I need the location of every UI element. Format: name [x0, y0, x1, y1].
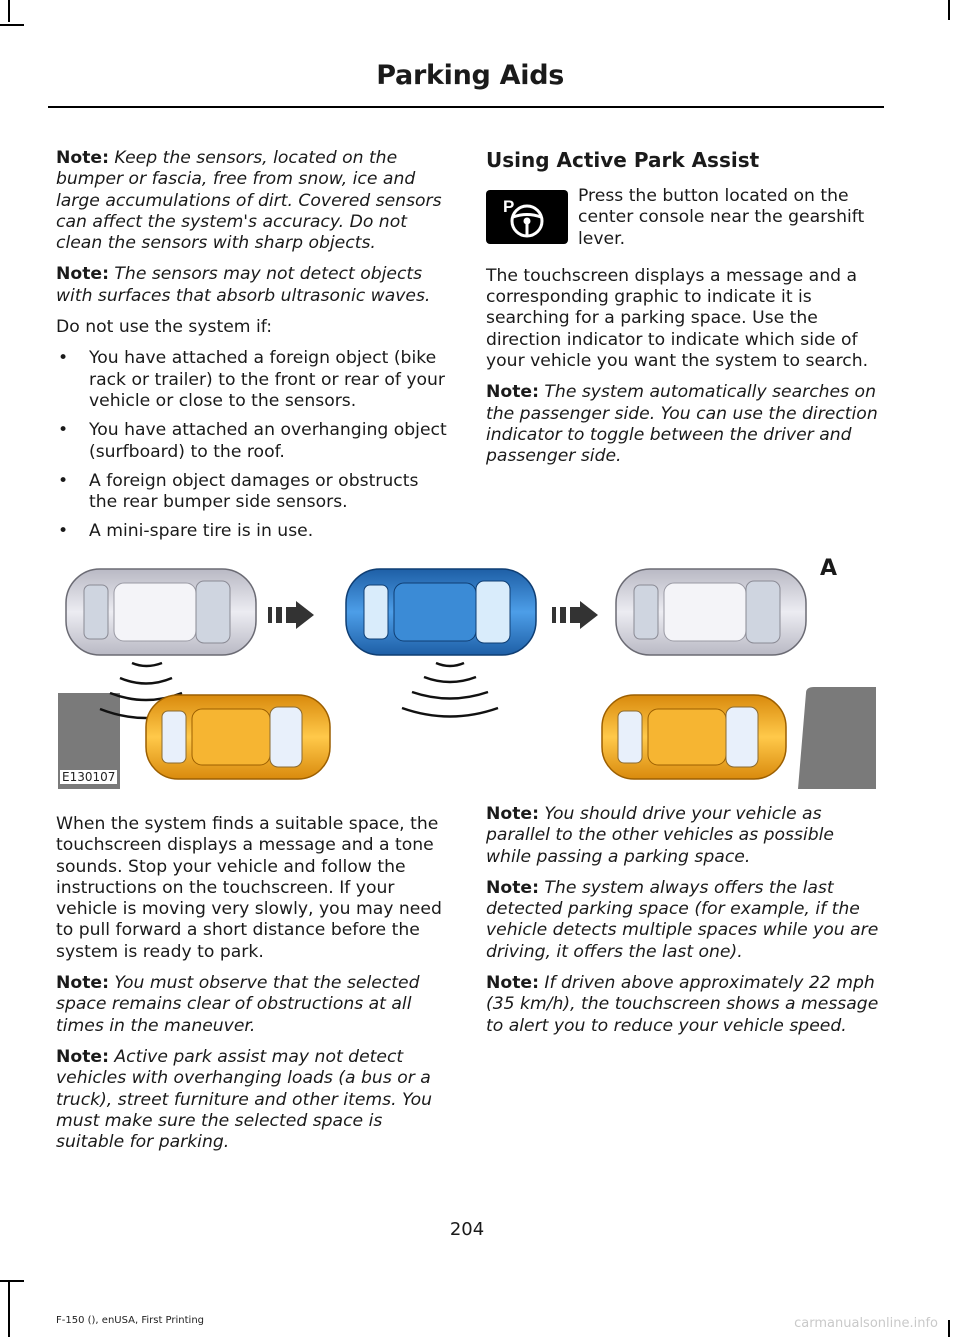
list-intro: Do not use the system if: [56, 317, 272, 338]
bullet-icon: • [58, 420, 69, 441]
paragraph: When the system finds a suitable space, the touchscreen displays a message and a tone sounds. Stop your vehicle and follow the instructions on the touchscreen. If your vehicle is moving very slowly, you may need to pull forward a short distance before the system is ready to park. [56, 814, 442, 962]
list-item-text: You have attached an overhanging object (surfboard) to the roof. [89, 420, 447, 462]
note [486, 804, 880, 868]
note [56, 264, 448, 307]
note-text: You should drive your vehicle as parallel to the other vehicles as possible while passing a parking space. [486, 804, 834, 867]
page-title: Parking Aids [376, 60, 564, 91]
note-text: The system automatically searches on the passenger side. You can use the direction indicator to toggle between the driver and passenger side. [486, 382, 878, 467]
crop-mark [948, 1320, 950, 1337]
parking-illustration [58, 553, 876, 789]
note-label: Note: [486, 973, 539, 994]
section-heading: Using Active Park Assist [486, 148, 760, 172]
svg-text:P: P [503, 197, 515, 216]
bullet-icon: • [58, 470, 69, 491]
note [486, 382, 880, 467]
parked-car [602, 695, 786, 779]
button-instruction [486, 186, 880, 250]
curb [798, 687, 876, 789]
page-number: 204 [449, 1219, 485, 1240]
note [56, 148, 448, 254]
button-instruction-text: Press the button located on the center console near the gearshift lever. [578, 186, 865, 249]
note-text: The sensors may not detect objects with surfaces that absorb ultrasonic waves. [56, 264, 431, 306]
arrow-right-icon [268, 601, 314, 629]
footer-text: F-150 (), enUSA, First Printing [56, 1315, 205, 1326]
left-column [56, 148, 448, 551]
paragraph: The touchscreen displays a message and a corresponding graphic to indicate it is searching for a parking space. Use the direction indicator to indicate which side of your vehicle you want the system to search. [486, 265, 869, 372]
note [486, 973, 880, 1037]
list-item-text: You have attached a foreign object (bike rack or trailer) to the front or rear of your vehicle or close to the sensors. [89, 348, 445, 411]
list-item-text: A mini-spare tire is in use. [89, 521, 314, 542]
note-label: Note: [56, 1046, 109, 1067]
note-text: If driven above approximately 22 mph (35 km/h), the touchscreen shows a message to alert you to reduce your vehicle speed. [486, 973, 879, 1036]
arrow-right-icon [552, 601, 598, 629]
note-label: Note: [56, 973, 109, 994]
sensor-waves-icon [402, 663, 498, 717]
parked-car [66, 569, 256, 655]
note [56, 973, 448, 1037]
crop-mark [8, 1280, 10, 1337]
note [56, 1047, 448, 1153]
figure-id: E130107 [62, 770, 116, 784]
note-label: Note: [56, 148, 109, 168]
crop-mark [0, 1280, 24, 1282]
note-label: Note: [486, 877, 539, 898]
parked-car [616, 569, 806, 655]
watermark[interactable]: carmanualsonline.info [794, 1316, 938, 1331]
bullet-icon: • [58, 521, 69, 542]
list-item [56, 521, 448, 542]
bullet-list [56, 348, 448, 542]
crop-mark [948, 0, 950, 20]
list-item [56, 471, 448, 514]
note-text: You must observe that the selected space remains clear of obstructions at all times in the maneuver. [56, 973, 420, 1036]
note-text: Keep the sensors, located on the bumper or fascia, free from snow, ice and large accumulations of dirt. Covered sensors can affect the system's accuracy. Do not clean the sensors with sharp objects. [56, 148, 442, 254]
note-label: Note: [56, 264, 109, 285]
crop-mark [0, 24, 24, 26]
list-item [56, 348, 448, 412]
bullet-icon: • [58, 348, 69, 369]
header-divider [48, 106, 884, 108]
figure-label: A [820, 556, 838, 581]
right-column-lower [486, 804, 880, 1047]
note-label: Note: [486, 804, 539, 824]
note-text: Active park assist may not detect vehicles with overhanging loads (a bus or a truck), street furniture and other items. You must make sure the selected space is suitable for parking. [56, 1046, 433, 1153]
active-park-assist-icon [486, 190, 568, 244]
note-text: The system always offers the last detected parking space (for example, if the vehicle detects multiple spaces while you are driving, it offers the last one). [486, 877, 879, 962]
list-item-text: A foreign object damages or obstructs the rear bumper side sensors. [89, 470, 419, 513]
list-item [56, 420, 448, 463]
right-column [486, 148, 880, 478]
active-car [346, 569, 536, 655]
note-label: Note: [486, 382, 539, 403]
note [486, 878, 880, 963]
parked-car [146, 695, 330, 779]
crop-mark [8, 0, 10, 22]
left-column-lower [56, 814, 448, 1163]
